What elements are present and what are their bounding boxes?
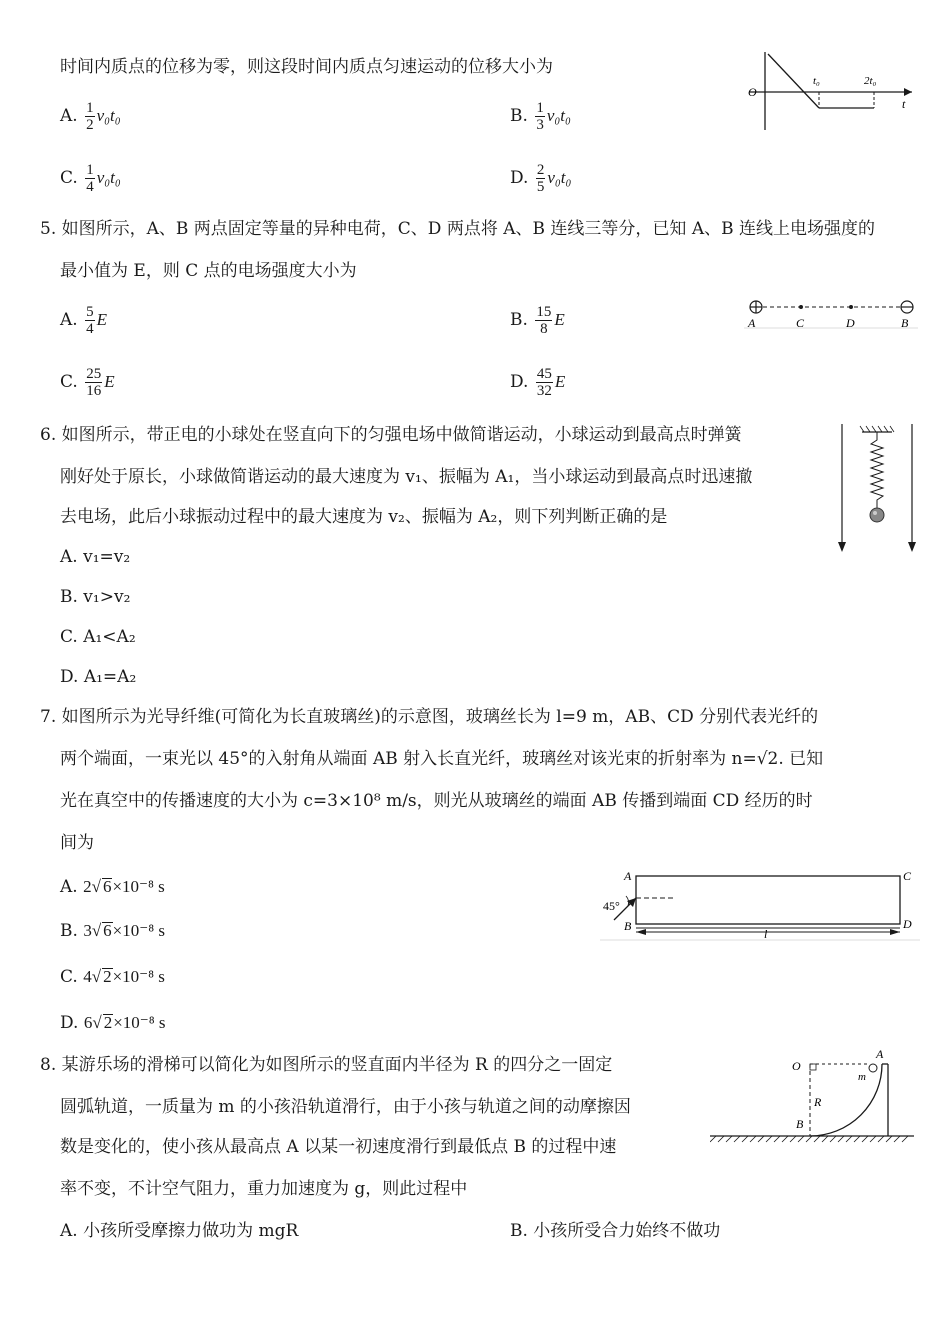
svg-text:B: B: [624, 919, 632, 933]
svg-text:D: D: [846, 316, 855, 330]
q6-stem-line3: 去电场，此后小球振动过程中的最大速度为 v₂、振幅为 A₂，则下列判断正确的是: [60, 507, 668, 527]
q8-stem-line1: 8. 某游乐场的滑梯可以简化为如图所示的竖直面内半径为 R 的四分之一固定: [40, 1055, 613, 1075]
q8-slide-figure: [710, 1046, 918, 1146]
svg-text:45°: 45°: [603, 899, 620, 913]
q7-option-d: D. 6√ 2×10⁻⁸ s: [60, 1013, 166, 1033]
q4-option-a: A. $\frac{1}{2}$ v₀t₀: [60, 100, 121, 133]
svg-text:D: D: [903, 917, 912, 931]
q7-fiber-figure: [600, 866, 920, 942]
origin-label: O: [748, 85, 757, 99]
svg-text:O: O: [792, 1059, 801, 1073]
svg-text:A: A: [624, 869, 632, 883]
svg-text:A: A: [876, 1047, 884, 1061]
q5-option-a: A. $\frac{5}{4}$ E: [60, 304, 107, 337]
q4-stem-tail: 时间内质点的位移为零，则这段时间内质点匀速运动的位移大小为: [60, 57, 553, 77]
q7-stem-line1: 7. 如图所示为光导纤维(可简化为长直玻璃丝)的示意图，玻璃丝长为 l=9 m，AB、CD 分别代表光纤的: [40, 707, 819, 727]
q6-option-c: C. A₁<A₂: [60, 627, 136, 647]
q7-option-a: A. 2√ 6×10⁻⁸ s: [60, 877, 165, 897]
q7-option-c: C. 4√ 2×10⁻⁸ s: [60, 967, 165, 987]
q6-spring-figure: [834, 420, 920, 556]
q6-option-a: A. v₁=v₂: [60, 547, 131, 567]
q4-option-b: B. $\frac{1}{3}$ v₀t₀: [510, 100, 571, 133]
decel-segment: [768, 54, 819, 108]
q5-option-d: D. $\frac{45}{32}$ E: [510, 366, 566, 399]
q7-option-b: B. 3√ 6×10⁻⁸ s: [60, 921, 166, 941]
charged-ball: [870, 508, 884, 522]
q7-stem-line3: 光在真空中的传播速度的大小为 c=3×10⁸ m/s，则光从玻璃丝的端面 AB 传播到端面 CD 经历的时: [60, 791, 813, 811]
q7-stem-line2: 两个端面，一束光以 45°的入射角从端面 AB 射入长直光纤，玻璃丝对该光束的折射率为 n=√2. 已知: [60, 749, 824, 769]
q8-stem-line4: 率不变，不计空气阻力，重力加速度为 g，则此过程中: [60, 1179, 468, 1199]
svg-text:l: l: [764, 927, 768, 941]
q4-option-d: D. $\frac{2}{5}$ v₀t₀: [510, 162, 572, 195]
spring: [871, 432, 883, 508]
fiber-body: [636, 876, 900, 924]
q8-option-b: B. 小孩所受合力始终不做功: [510, 1221, 721, 1241]
point-d: [849, 305, 853, 309]
svg-text:A: A: [748, 316, 756, 330]
q5-option-c: C. $\frac{25}{16}$ E: [60, 366, 115, 399]
child-mass: [869, 1064, 877, 1072]
q4-option-c: C. $\frac{1}{4}$ v₀t₀: [60, 162, 121, 195]
q8-stem-line2: 圆弧轨道，一质量为 m 的小孩沿轨道滑行，由于小孩与轨道之间的动摩擦因: [60, 1097, 631, 1117]
q8-option-a: A. 小孩所受摩擦力做功为 mgR: [60, 1221, 299, 1241]
t0-label: t₀: [813, 75, 820, 87]
q8-stem-line3: 数是变化的，使小孩从最高点 A 以某一初速度滑行到最低点 B 的过程中速: [60, 1137, 617, 1157]
q5-stem-line2: 最小值为 E，则 C 点的电场强度大小为: [60, 261, 357, 281]
q4-vt-graph: [740, 48, 920, 134]
svg-text:C: C: [903, 869, 912, 883]
q6-option-d: D. A₁=A₂: [60, 667, 137, 687]
svg-text:m: m: [858, 1071, 866, 1083]
q5-option-b: B. $\frac{15}{8}$ E: [510, 304, 565, 337]
2t0-label: 2t₀: [864, 75, 877, 87]
q5-charges-figure: [744, 296, 918, 336]
point-c: [799, 305, 803, 309]
q6-stem-line1: 6. 如图所示，带正电的小球处在竖直向下的匀强电场中做简谐运动，小球运动到最高点时弹簧: [40, 425, 742, 445]
q6-stem-line2: 刚好处于原长，小球做简谐运动的最大速度为 v₁、振幅为 A₁，当小球运动到最高点时迅速撤: [60, 467, 753, 487]
q5-stem-line1: 5. 如图所示，A、B 两点固定等量的异种电荷，C、D 两点将 A、B 连线三等分，已知 A、B 连线上电场强度的: [40, 219, 875, 239]
svg-text:B: B: [796, 1117, 804, 1131]
q6-option-b: B. v₁>v₂: [60, 587, 131, 607]
t-axis-arrow: [904, 88, 912, 96]
svg-text:C: C: [796, 316, 805, 330]
svg-text:R: R: [814, 1095, 822, 1109]
svg-text:B: B: [901, 316, 909, 330]
t-axis-label: t: [902, 97, 906, 111]
q7-stem-line4: 间为: [60, 833, 94, 853]
